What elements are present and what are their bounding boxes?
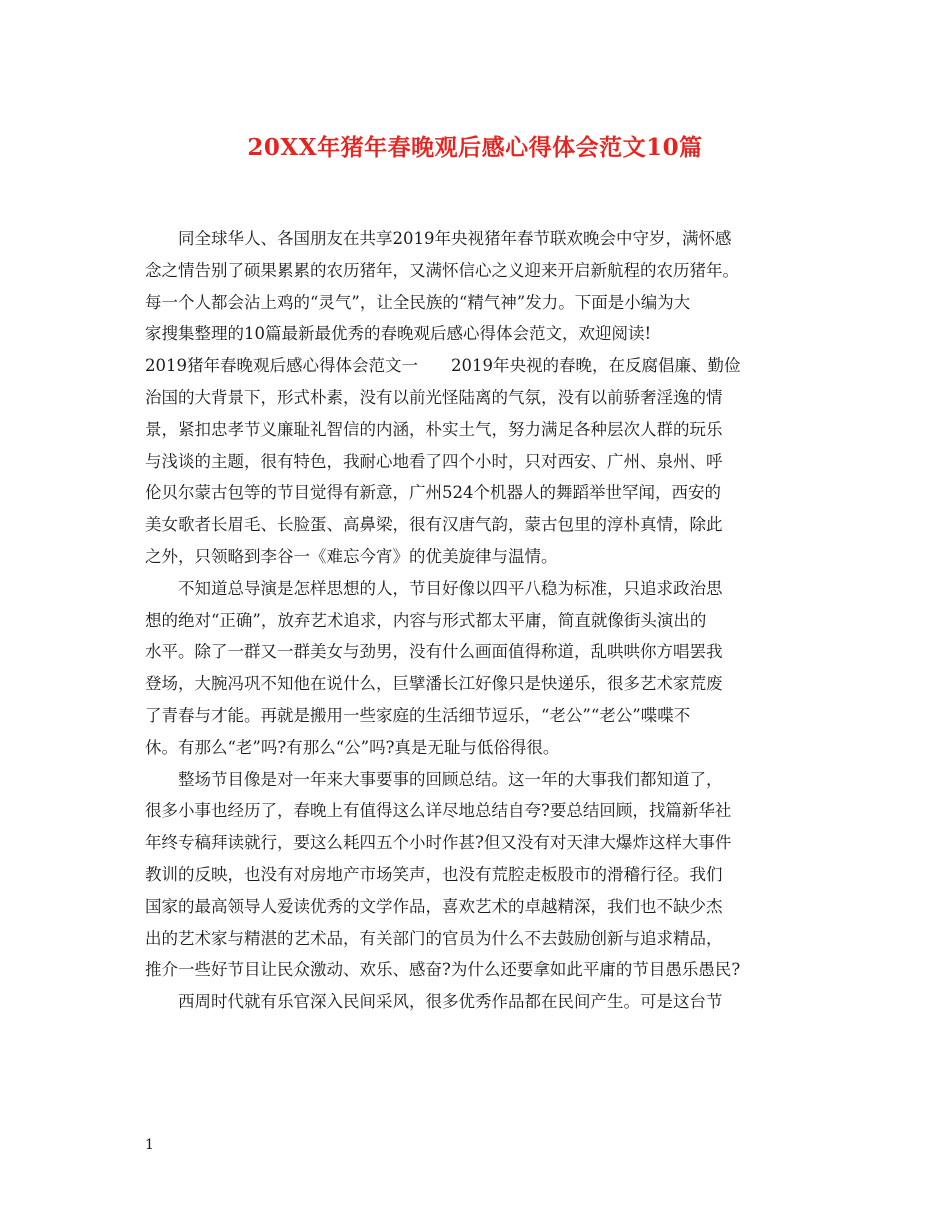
- text-line: 2019猪年春晚观后感心得体会范文一 2019年央视的春晚，在反腐倡廉、勤俭: [145, 356, 741, 376]
- text-line: 美女歌者长眉毛、长脸蛋、高鼻梁，很有汉唐气韵，蒙古包里的淳朴真情，除此: [145, 515, 723, 535]
- text-line: 很多小事也经历了，春晚上有值得这么详尽地总结自夸?要总结回顾，找篇新华社: [145, 801, 732, 821]
- text-line: 休。有那么“老”吗?有那么“公”吗?真是无耻与低俗得很。: [145, 737, 560, 757]
- document-body: [145, 223, 825, 1018]
- text-line: 家搜集整理的10篇最新最优秀的春晚观后感心得体会范文，欢迎阅读!: [145, 324, 652, 344]
- text-line: 每一个人都会沾上鸡的“灵气”，让全民族的“精气神”发力。下面是小编为大: [145, 292, 691, 312]
- text-line: 念之情告别了硕果累累的农历猪年，又满怀信心之义迎来开启新航程的农历猪年。: [145, 260, 739, 280]
- text-line: 教训的反映，也没有对房地产市场笑声，也没有荒腔走板股市的滑稽行径。我们: [145, 864, 723, 884]
- text-line: 同全球华人、各国朋友在共享2019年央视猪年春节联欢晚会中守岁，满怀感: [178, 229, 732, 248]
- text-line: 伦贝尔蒙古包等的节目觉得有新意，广州524个机器人的舞蹈举世罕闻，西安的: [145, 483, 721, 503]
- text-line: 整场节目像是对一年来大事要事的回顾总结。这一年的大事我们都知道了，: [178, 769, 723, 789]
- document-title: 20XX年猪年春晚观后感心得体会范文10篇: [247, 134, 703, 161]
- text-line: 治国的大背景下，形式朴素，没有以前光怪陆离的气氛，没有以前骄奢淫逸的情: [145, 387, 723, 407]
- text-line: 年终专稿拜读就行，要这么耗四五个小时作甚?但又没有对天津大爆炸这样大事件: [145, 833, 732, 853]
- text-line: 之外，只领略到李谷一《难忘今宵》的优美旋律与温情。: [145, 546, 558, 566]
- text-line: 水平。除了一群又一群美女与劲男，没有什么画面值得称道，乱哄哄你方唱罢我: [145, 642, 723, 662]
- page-number: 1: [145, 1137, 154, 1153]
- text-line: 推介一些好节目让民众激动、欢乐、感奋?为什么还要拿如此平庸的节目愚乐愚民?: [145, 960, 741, 980]
- text-line: 不知道总导演是怎样思想的人，节目好像以四平八稳为标准，只追求政治思: [178, 578, 723, 598]
- text-line: 国家的最高领导人爱读优秀的文学作品，喜欢艺术的卓越精深，我们也不缺少杰: [145, 896, 723, 916]
- text-line: 了青春与才能。再就是搬用一些家庭的生活细节逗乐，“老公”“老公”喋喋不: [145, 705, 691, 725]
- text-line: 登场，大腕冯巩不知他在说什么，巨擘潘长江好像只是快递乐，很多艺术家荒废: [145, 674, 723, 694]
- text-line: 想的绝对“正确”，放弃艺术追求，内容与形式都太平庸，简直就像街头演出的: [145, 610, 707, 630]
- text-line: 与浅谈的主题，很有特色，我耐心地看了四个小时，只对西安、广州、泉州、呼: [145, 451, 723, 471]
- text-line: 景，紧扣忠孝节义廉耻礼智信的内涵，朴实土气，努力满足各种层次人群的玩乐: [145, 419, 723, 439]
- text-line: 西周时代就有乐官深入民间采风，很多优秀作品都在民间产生。可是这台节: [178, 992, 723, 1012]
- text-line: 出的艺术家与精湛的艺术品，有关部门的官员为什么不去鼓励创新与追求精品，: [145, 928, 723, 948]
